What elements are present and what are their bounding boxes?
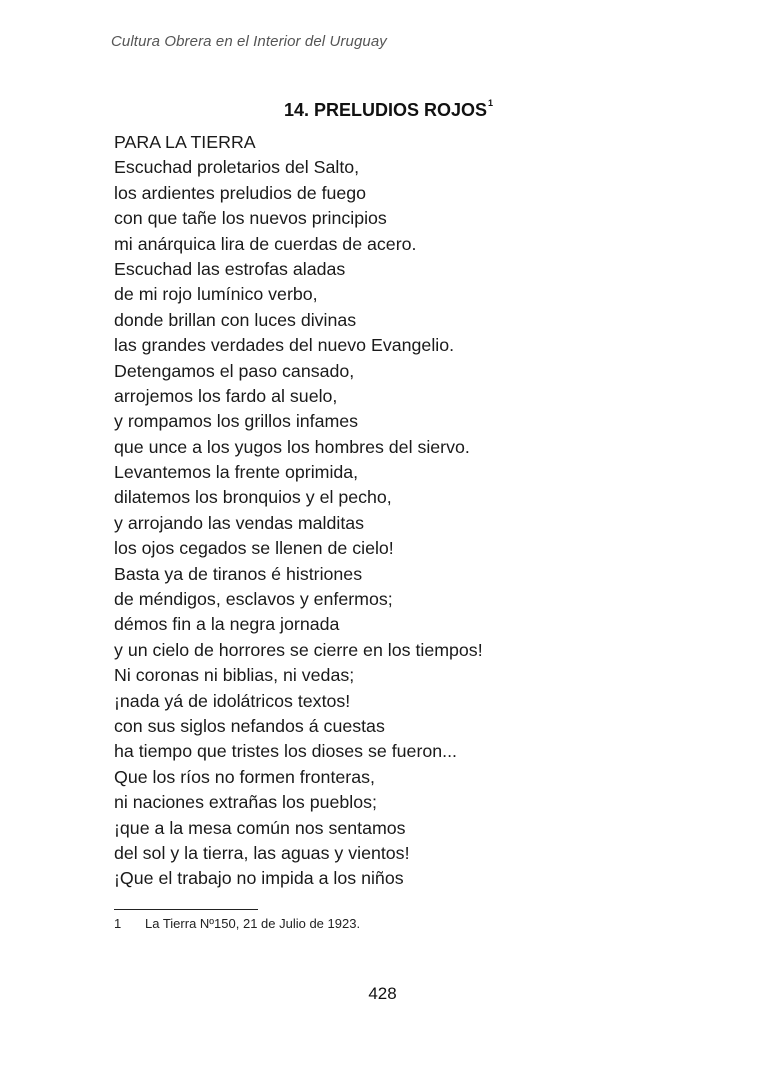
poem-line: mi anárquica lira de cuerdas de acero.	[114, 233, 417, 254]
poem-line: ha tiempo que tristes los dioses se fueron...	[114, 741, 457, 762]
poem-line: del sol y la tierra, las aguas y vientos!	[114, 842, 410, 863]
poem-line: con que tañe los nuevos principios	[114, 208, 387, 229]
poem-line: y un cielo de horrores se cierre en los tiempos!	[114, 639, 483, 660]
poem-line: donde brillan con luces divinas	[114, 309, 357, 330]
poem-line: Ni coronas ni biblias, ni vedas;	[114, 665, 355, 686]
poem-line: Que los ríos no formen fronteras,	[114, 766, 375, 787]
poem-line: arrojemos los fardo al suelo,	[114, 385, 338, 406]
poem-line: de mi rojo lumínico verbo,	[114, 284, 318, 305]
poem-line: démos fin a la negra jornada	[114, 614, 340, 635]
poem-line: Basta ya de tiranos é histriones	[114, 563, 363, 584]
poem-line: ¡que a la mesa común nos sentamos	[114, 817, 406, 838]
poem-line: con sus siglos nefandos á cuestas	[114, 715, 385, 736]
poem-line: los ojos cegados se llenen de cielo!	[114, 538, 394, 559]
poem-subtitle: PARA LA TIERRA	[114, 132, 256, 152]
poem-line: los ardientes preludios de fuego	[114, 182, 367, 203]
poem-body	[114, 130, 483, 892]
poem-line: Levantemos la frente oprimida,	[114, 462, 359, 483]
chapter-title	[0, 100, 765, 121]
chapter-title-wrap	[284, 100, 493, 121]
poem-line: que unce a los yugos los hombres del siervo.	[114, 436, 470, 457]
poem-line: de méndigos, esclavos y enfermos;	[114, 589, 393, 610]
running-header: Cultura Obrera en el Interior del Uruguay	[111, 33, 387, 50]
chapter-title-text: 14. PRELUDIOS ROJOS	[283, 100, 488, 120]
footnote-number: 1	[114, 916, 122, 931]
poem-line: dilatemos los bronquios y el pecho,	[114, 487, 392, 508]
footnote-text: La Tierra Nº150, 21 de Julio de 1923.	[145, 916, 361, 931]
footnote-separator	[114, 909, 258, 910]
footnote	[114, 916, 360, 931]
poem-line: las grandes verdades del nuevo Evangelio.	[114, 335, 455, 356]
poem-line: Escuchad proletarios del Salto,	[114, 157, 360, 178]
poem-line: Escuchad las estrofas aladas	[114, 258, 346, 279]
poem-line: y arrojando las vendas malditas	[114, 512, 365, 533]
poem-line: ¡nada yá de idolátricos textos!	[114, 690, 351, 711]
poem-line: Detengamos el paso cansado,	[114, 360, 355, 381]
page-number: 428	[368, 984, 397, 1003]
poem-line: ¡Que el trabajo no impida a los niños	[114, 868, 404, 889]
footnote-reference-marker: 1	[488, 98, 494, 108]
poem-line: ni naciones extrañas los pueblos;	[114, 792, 377, 813]
poem-line: y rompamos los grillos infames	[114, 411, 359, 432]
